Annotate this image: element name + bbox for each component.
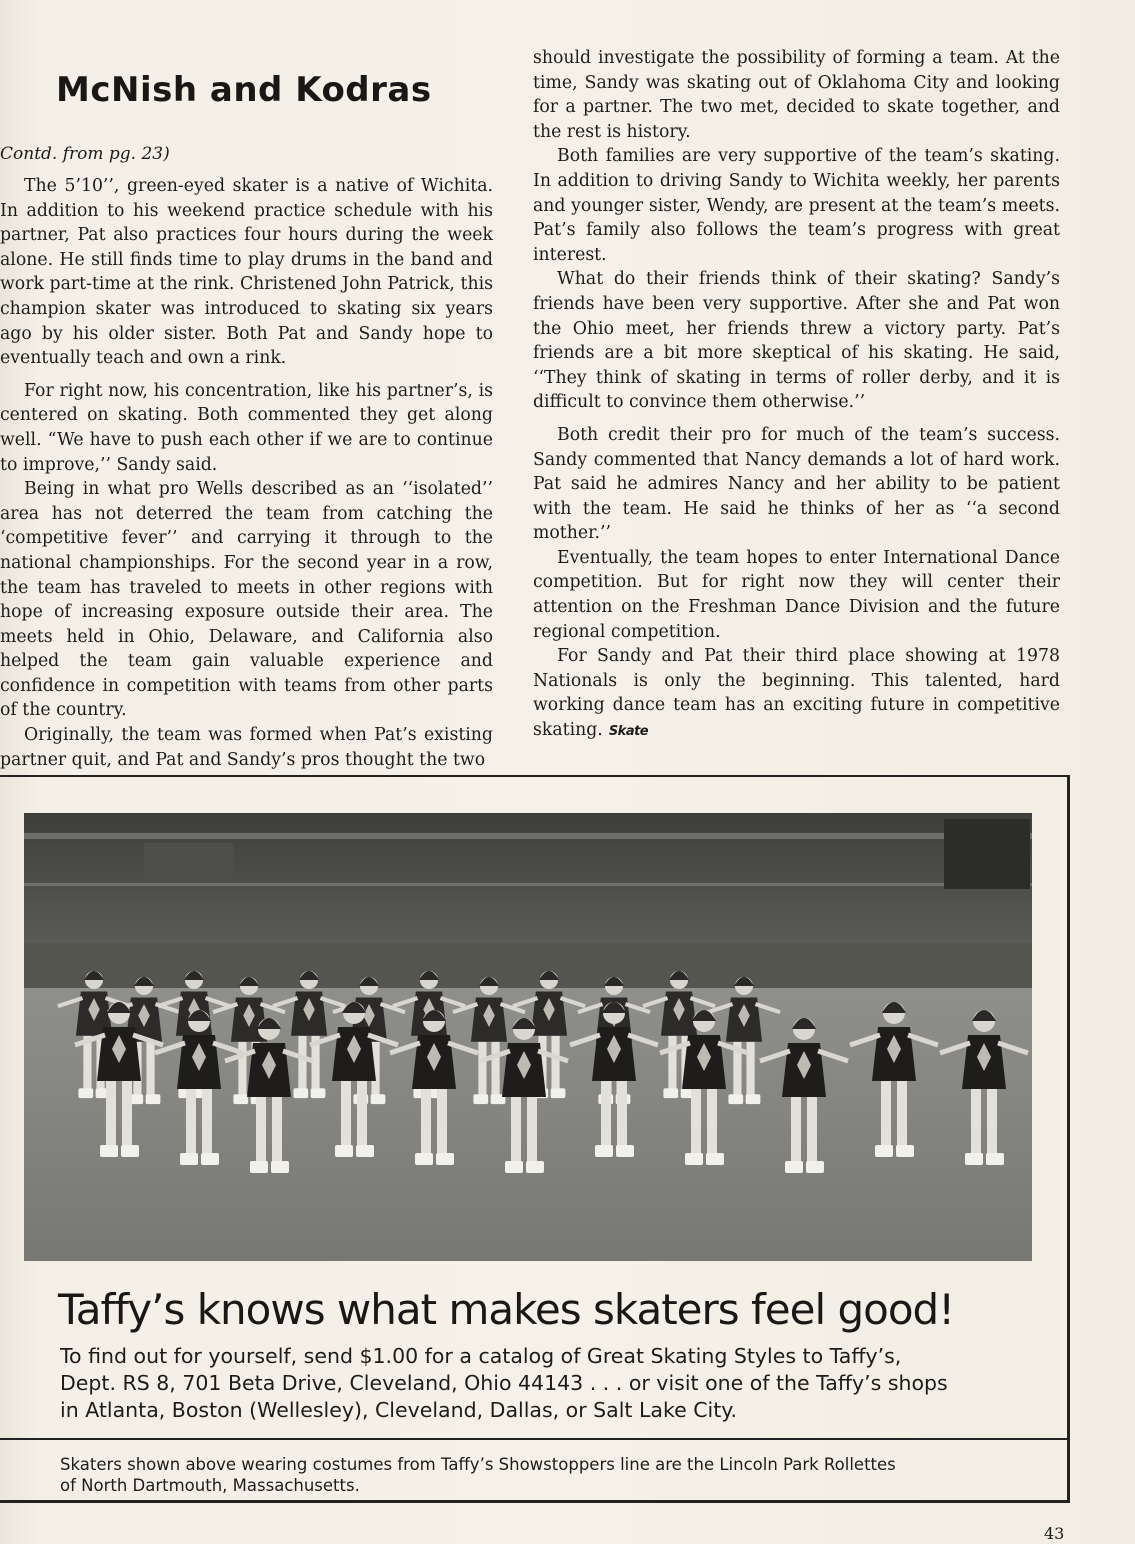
continued-note: Contd. from pg. 23) (0, 144, 170, 164)
article-title: McNish and Kodras (56, 70, 432, 110)
ad-divider (0, 1438, 1070, 1440)
paragraph: The 5’10’’, green-eyed skater is a native of Wichita. In addition to his weekend practice schedule with his partner, Pat also practices four hours during the week alone. He still finds time to play drums in the band and work part-time at the rink. Christened John Patrick, this champion skater was introduced to skating six years ago by his older sister. Both Pat and Sandy hope to eventually teach and own a rink. (0, 176, 493, 369)
article-column-right (533, 46, 1060, 745)
page-number: 43 (1044, 1524, 1065, 1543)
paragraph: Being in what pro Wells described as an ‘‘isolated’’ area has not deterred the team from catching the ‘competitive fever’’ and carrying it through to the national championships. For the second year in a row, the team has traveled to meets in other regions with hope of increasing exposure outside their area. The meets held in Ohio, Delaware, and California also helped the team gain valuable experience and confidence in competition with teams from other parts of the country. (0, 479, 493, 721)
article-column-left (0, 174, 493, 772)
skate-logo: Skate (608, 724, 649, 740)
paragraph-text: For Sandy and Pat their third place showing at 1978 Nationals is only the beginning. This talented, hard working dance team has an exciting future in competitive skating. (533, 646, 1060, 741)
paragraph: should investigate the possibility of forming a team. At the time, Sandy was skating out of Oklahoma City and looking for a partner. The two met, decided to skate together, and the rest is history. (533, 48, 1060, 142)
paragraph: Originally, the team was formed when Pat’s existing partner quit, and Pat and Sandy’s pros thought the two (0, 725, 493, 770)
paragraph: For right now, his concentration, like his partner’s, is centered on skating. Both commented they get along well. “We have to push each other if we are to continue to improve,’’ Sandy said. (0, 380, 493, 475)
ad-body-line: in Atlanta, Boston (Wellesley), Cleveland, Dallas, or Salt Lake City. (60, 1398, 738, 1422)
paragraph: Both families are very supportive of the team’s skating. In addition to driving Sandy to Wichita weekly, her parents and younger sister, Wendy, are present at the team’s meets. Pat’s family also follows the team’s progress with great interest. (533, 146, 1060, 265)
photo-caption (60, 1454, 1040, 1496)
ad-body (60, 1343, 1040, 1424)
caption-line: of North Dartmouth, Massachusetts. (60, 1476, 360, 1495)
paragraph (533, 644, 1060, 744)
ad-body-line: To find out for yourself, send $1.00 for a catalog of Great Skating Styles to Taffy’s, (60, 1344, 902, 1368)
skaters-photo (24, 813, 1032, 1261)
caption-line: Skaters shown above wearing costumes from Taffy’s Showstoppers line are the Lincoln Park Rollettes (60, 1455, 896, 1474)
paragraph: What do their friends think of their skating? Sandy’s friends have been very supportive. After she and Pat won the Ohio meet, her friends threw a victory party. Pat’s friends are a bit more skeptical of his skating. He said, ‘‘They think of skating in terms of roller derby, and it is difficult to convince them otherwise.’’ (533, 269, 1060, 413)
ad-headline: Taffy’s knows what makes skaters feel good! (58, 1285, 955, 1334)
ad-body-line: Dept. RS 8, 701 Beta Drive, Cleveland, Ohio 44143 . . . or visit one of the Taffy’s shops (60, 1371, 948, 1395)
paragraph: Eventually, the team hopes to enter International Dance competition. But for right now they will center their attention on the Freshman Dance Division and the future regional competition. (533, 547, 1060, 642)
paragraph: Both credit their pro for much of the team’s success. Sandy commented that Nancy demands a lot of hard work. Pat said he admires Nancy and her ability to be patient with the team. He said he thinks of her as ‘‘a second mother.’’ (533, 424, 1060, 544)
